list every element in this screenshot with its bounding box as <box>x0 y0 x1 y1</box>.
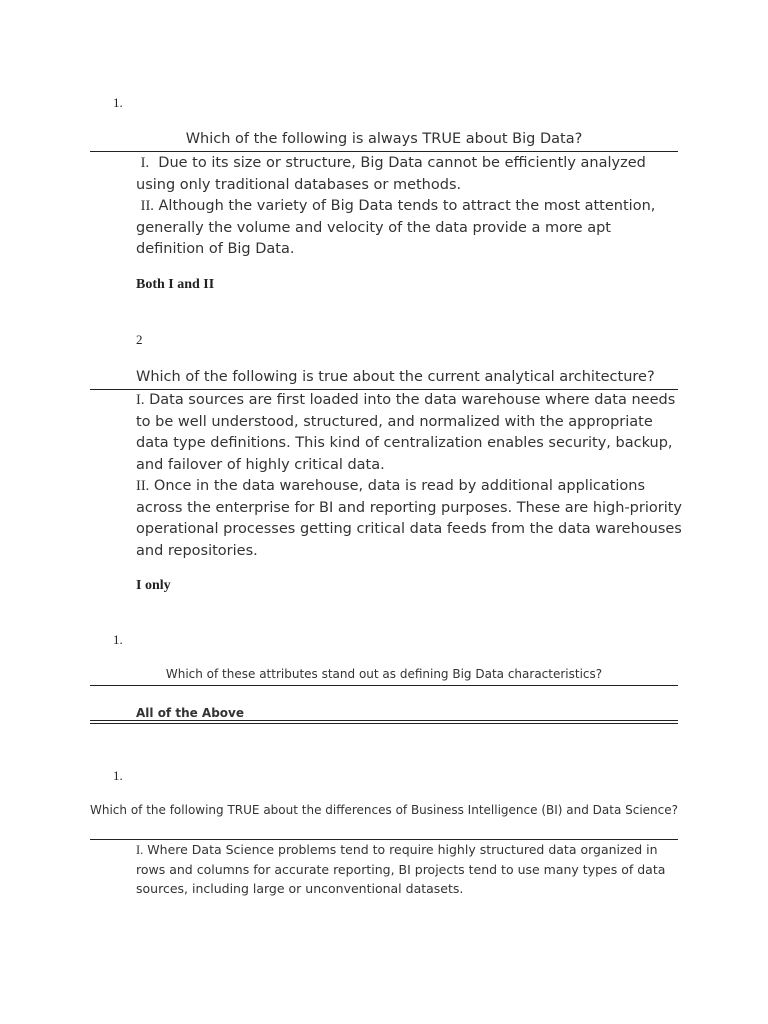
statement-item <box>136 390 682 476</box>
divider <box>90 720 678 721</box>
answer: Both I and II <box>136 277 215 292</box>
statements <box>136 840 666 898</box>
question-number: 2 <box>136 332 143 347</box>
statements <box>136 153 682 261</box>
statement-item <box>136 196 682 261</box>
answer: All of the Above <box>136 706 245 720</box>
roman-numeral: I. <box>136 843 144 857</box>
answer: I only <box>136 578 171 593</box>
question-text: Which of the following is always TRUE about Big Data? <box>185 131 583 147</box>
statement-text: Once in the data warehouse, data is read by additional applications across the enterprise for BI and reporting purposes. These are high-priority operational processes getting critical data feeds from the data warehouses and repositories. <box>136 478 682 559</box>
question-text: Which of the following is true about the current analytical architecture? <box>136 369 655 385</box>
question-text: Which of the following TRUE about the differences of Business Intelligence (BI) and Data Science? <box>90 803 679 817</box>
statement-item <box>136 840 666 898</box>
question-number: 1. <box>113 768 123 783</box>
statement-text: Data sources are first loaded into the data warehouse where data needs to be well understood, structured, and normalized with the appropriate data type definitions. This kind of centralization enables security, backup, and failover of highly critical data. <box>136 392 676 473</box>
divider <box>90 151 678 152</box>
statement-text: Due to its size or structure, Big Data cannot be efficiently analyzed using only traditional databases or methods. <box>136 155 646 193</box>
statement-item <box>136 153 682 196</box>
roman-numeral: I. <box>136 392 145 408</box>
statements <box>136 390 682 562</box>
statement-text: Although the variety of Big Data tends to attract the most attention, generally the volume and velocity of the data provide a more apt definition of Big Data. <box>136 198 656 257</box>
statement-item <box>136 476 682 562</box>
roman-numeral: II. <box>140 198 154 214</box>
divider <box>90 723 678 724</box>
question-text: Which of these attributes stand out as defining Big Data characteristics? <box>165 667 603 681</box>
statement-text: Where Data Science problems tend to require highly structured data organized in rows and columns for accurate reporting, BI projects tend to use many types of data sources, including large or unconventional datasets. <box>136 842 666 896</box>
question-number: 1. <box>113 632 123 647</box>
roman-numeral: I. <box>140 155 150 171</box>
divider <box>90 685 678 686</box>
question-number: 1. <box>113 95 123 110</box>
roman-numeral: II. <box>136 478 150 494</box>
